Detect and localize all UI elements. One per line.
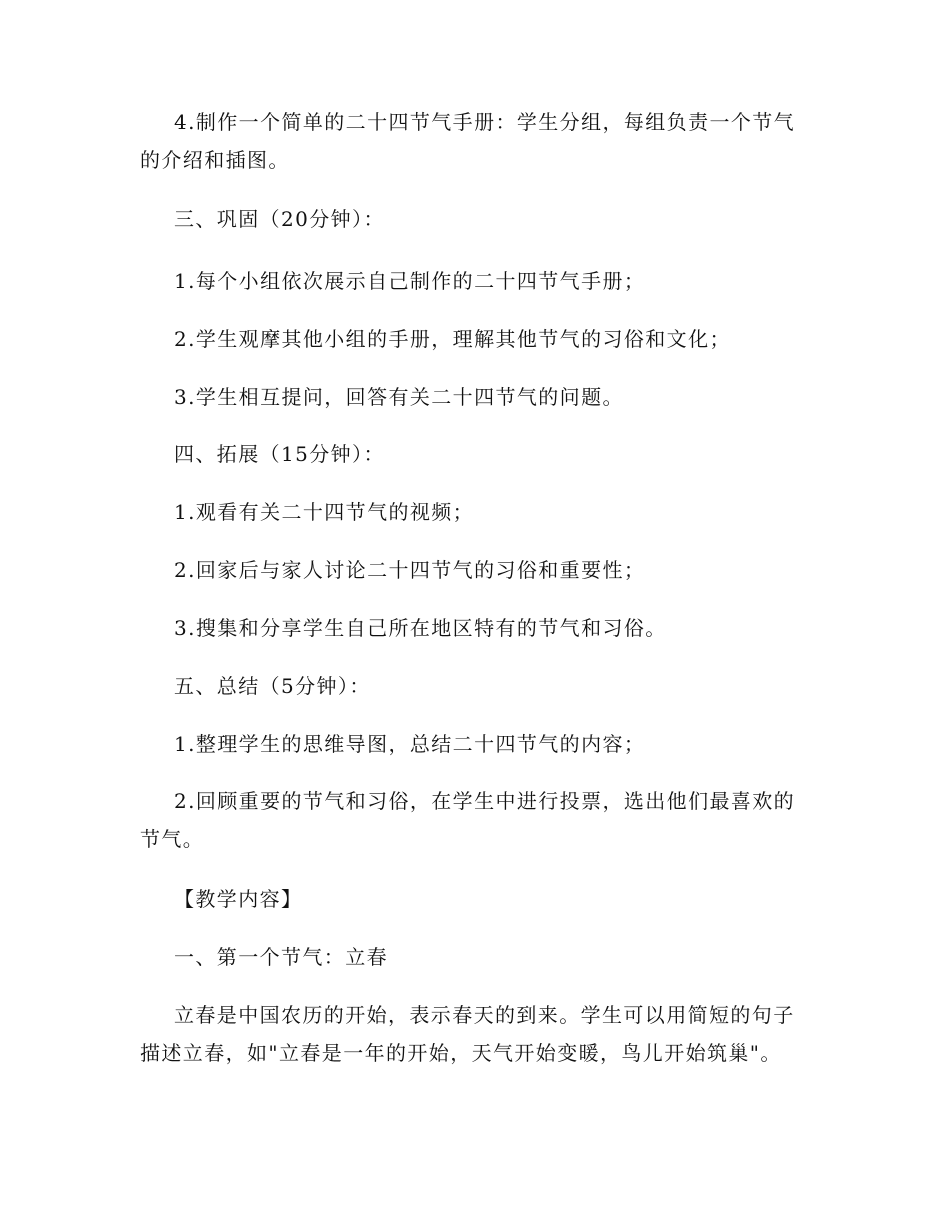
section-heading-extension: 四、拓展（15分钟）： bbox=[174, 442, 385, 466]
section-heading-consolidation: 三、巩固（20分钟）： bbox=[174, 207, 385, 231]
list-item-consolidation-2: 2.学生观摩其他小组的手册，理解其他节气的习俗和文化； bbox=[174, 327, 731, 351]
list-item-extension-1: 1.观看有关二十四节气的视频； bbox=[174, 500, 475, 524]
section-heading-teaching-content: 【教学内容】 bbox=[174, 887, 303, 911]
paragraph-lichun-description: 立春是中国农历的开始，表示春天的到来。学生可以用简短的句子描述立春，如"立春是一年的开始，天气开始变暖，鸟儿开始筑巢"。 bbox=[140, 1003, 795, 1065]
list-item-extension-3: 3.搜集和分享学生自己所在地区特有的节气和习俗。 bbox=[174, 616, 667, 640]
subsection-heading-first-solar-term: 一、第一个节气：立春 bbox=[174, 945, 388, 969]
list-item-summary-2: 2.回顾重要的节气和习俗，在学生中进行投票，选出他们最喜欢的节气。 bbox=[140, 789, 796, 851]
paragraph-task-4-handbook: 4.制作一个简单的二十四节气手册：学生分组，每组负责一个节气的介绍和插图。 bbox=[140, 110, 796, 172]
list-item-consolidation-3: 3.学生相互提问，回答有关二十四节气的问题。 bbox=[174, 385, 624, 409]
list-item-extension-2: 2.回家后与家人讨论二十四节气的习俗和重要性； bbox=[174, 558, 646, 582]
list-item-consolidation-1: 1.每个小组依次展示自己制作的二十四节气手册； bbox=[174, 269, 646, 293]
list-item-summary-1: 1.整理学生的思维导图，总结二十四节气的内容； bbox=[174, 732, 646, 756]
section-heading-summary: 五、总结（5分钟）： bbox=[174, 674, 371, 698]
